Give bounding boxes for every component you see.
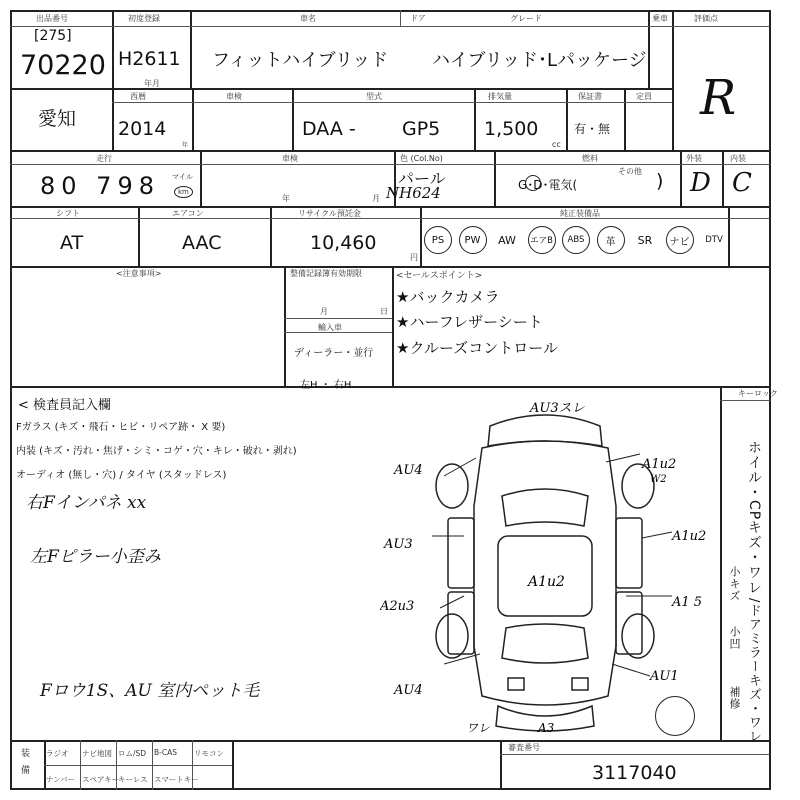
car-diagram bbox=[380, 396, 720, 740]
exterior-grade: D bbox=[690, 168, 711, 198]
model-year-unit: 年 bbox=[182, 142, 189, 149]
footer-bottom-cell: スマートキー bbox=[154, 775, 199, 784]
record-day: 日 bbox=[380, 307, 388, 316]
side-text-4: 小凹 bbox=[728, 626, 741, 650]
footer-bottom-cell: スペアキー bbox=[82, 775, 120, 784]
equipment-item: 革 bbox=[597, 226, 625, 254]
vline-r3e bbox=[722, 150, 724, 206]
sales-points-title: <セールスポイント> bbox=[396, 271, 483, 281]
type-code: GP5 bbox=[402, 118, 441, 140]
prefecture: 愛知 bbox=[38, 108, 77, 130]
equipment-item: PW bbox=[459, 226, 487, 254]
cc-label: cc bbox=[552, 140, 561, 149]
vline-f7 bbox=[500, 740, 502, 790]
warranty-value: 有・無 bbox=[574, 122, 611, 136]
score-label: 評価点 bbox=[694, 14, 718, 23]
row-sep-2 bbox=[10, 150, 770, 152]
footer-top-cell: リモコン bbox=[194, 749, 224, 758]
inspector-line-1: Fガラス (キズ・飛石・ヒビ・リペア跡・ X 要) bbox=[16, 422, 226, 433]
grade-value: ハイブリッド･Lパッケージ bbox=[432, 50, 647, 71]
shaken2-year: 年 bbox=[282, 194, 290, 203]
diagram-marks bbox=[380, 401, 706, 735]
handwritten-note-1: 右Fインパネ xx bbox=[26, 493, 147, 513]
mark-left-door-rear: A2u3 bbox=[380, 599, 415, 614]
shaken2-month: 月 bbox=[372, 194, 380, 203]
fuel-other: その他 bbox=[618, 167, 642, 176]
mark-right-door-front: A1u2 bbox=[672, 529, 707, 544]
hdr-line-1c bbox=[10, 26, 112, 27]
import-label: 輸入車 bbox=[318, 323, 342, 332]
side-text-2: /ドアミラーキズ・ワレ bbox=[746, 598, 761, 744]
mile-unit: マイル bbox=[172, 173, 193, 181]
lot-number: 70220 bbox=[20, 50, 106, 81]
displacement-value: 1,500 bbox=[484, 118, 539, 140]
handwritten-note-3: Fロウ1S、AU 室内ペット毛 bbox=[40, 681, 260, 701]
recycle-value: 10,460 bbox=[310, 232, 377, 254]
footer-top-cell: ナビ地図 bbox=[82, 749, 112, 758]
footer-bottom-cell: ナンバー bbox=[46, 775, 76, 784]
inspector-title: < 検査員記入欄 bbox=[18, 398, 112, 413]
frame-left bbox=[10, 10, 12, 790]
first-reg-label: 初度登録 bbox=[128, 14, 160, 23]
color-code: NH624 bbox=[386, 184, 441, 202]
hdr-tick bbox=[400, 10, 401, 26]
shaken2-label: 車検 bbox=[282, 154, 298, 163]
score-value: R bbox=[700, 70, 737, 126]
grade-label: グレード bbox=[510, 14, 542, 23]
sales-point-3: ★クルーズコントロール bbox=[396, 339, 558, 357]
equipment-item: AW bbox=[498, 233, 516, 247]
car-name-label: 車名 bbox=[300, 14, 316, 23]
fuel-options: G･D･電気( bbox=[518, 178, 578, 192]
equipment-item: SR bbox=[637, 233, 653, 247]
footer-top-cell: ラジオ bbox=[46, 749, 69, 758]
inspector-line-3: オーディオ (無し・穴) / タイヤ (スタッドレス) bbox=[16, 470, 227, 481]
keylock-line bbox=[720, 400, 770, 401]
mark-left-door-front: AU3 bbox=[384, 537, 413, 552]
mark-top: AU3スレ bbox=[530, 401, 585, 416]
vline-f6 bbox=[232, 740, 234, 790]
vline-b bbox=[190, 10, 192, 88]
color-name: パール bbox=[398, 169, 446, 188]
first-reg-value: H2611 bbox=[118, 48, 181, 70]
vline-keylock bbox=[720, 386, 722, 740]
side-text-1: ホイル・CPキズ・ワレ bbox=[746, 440, 762, 596]
shift-label: シフト bbox=[56, 209, 80, 218]
mileage-label: 走行 bbox=[96, 154, 112, 163]
vline-r3c bbox=[494, 150, 496, 206]
vline-c bbox=[648, 10, 650, 88]
r5-line-1 bbox=[284, 318, 392, 319]
vline-r4b bbox=[270, 206, 272, 266]
footer-mid bbox=[44, 765, 232, 766]
footer-top-cell: B-CAS bbox=[154, 748, 177, 757]
fuel-g-circle bbox=[525, 175, 541, 191]
equipment-item: ABS bbox=[562, 226, 590, 254]
sales-point-2: ★ハーフレザーシート bbox=[396, 313, 543, 331]
vline-r2c bbox=[474, 88, 476, 150]
record-label: 整備記録簿有効期限 bbox=[290, 269, 362, 278]
caution-label: <注意事項> bbox=[116, 269, 162, 278]
hdr-line-4 bbox=[10, 218, 770, 219]
side-text-3: 小キズ bbox=[728, 566, 741, 602]
handwritten-note-2: 左Fピラー小歪み bbox=[30, 547, 161, 567]
footer-bottom-cell: キーレス bbox=[118, 775, 148, 784]
color-label: 色 (Col.No) bbox=[400, 154, 443, 163]
row-sep-3 bbox=[10, 206, 770, 208]
mark-right-front-sub: W2 bbox=[650, 474, 667, 485]
recycle-label: リサイクル預託金 bbox=[298, 209, 361, 218]
footer-equip-label: 装備 bbox=[19, 748, 29, 782]
row-sep-5 bbox=[10, 386, 770, 388]
fuel-label: 燃料 bbox=[582, 154, 598, 163]
fuel-close: ) bbox=[656, 170, 664, 192]
aircon-value: AAC bbox=[182, 232, 222, 254]
model-year-value: 2014 bbox=[118, 118, 167, 140]
vline-r2e bbox=[624, 88, 626, 150]
frame-top bbox=[10, 10, 770, 12]
vline-r2b bbox=[292, 88, 294, 150]
side-text-5: 補修 bbox=[728, 686, 741, 710]
shaken-label: 車検 bbox=[226, 92, 242, 101]
warranty-label: 保証書 bbox=[578, 92, 602, 101]
model-year-label: 西暦 bbox=[130, 92, 146, 101]
handle-line: 左H ・ 右H bbox=[300, 380, 352, 391]
mark-right-front: A1u2 bbox=[642, 457, 677, 472]
km-unit: km bbox=[174, 186, 193, 198]
interior-label: 内装 bbox=[730, 154, 746, 163]
vline-r5b bbox=[392, 266, 394, 386]
vline-r4d bbox=[728, 206, 730, 266]
vline-r4c bbox=[420, 206, 422, 266]
equipment-item: PS bbox=[424, 226, 452, 254]
capacity-label: 定員 bbox=[636, 92, 652, 101]
hdr-line-1b bbox=[672, 26, 770, 27]
lot-label: 出品番号 bbox=[36, 14, 68, 23]
mark-bottom-right: A3 bbox=[538, 721, 555, 735]
hdr-line-1 bbox=[112, 26, 672, 27]
type-prefix: DAA - bbox=[302, 118, 356, 140]
seats-label: 乗車 bbox=[652, 14, 668, 23]
vline-r4a bbox=[138, 206, 140, 266]
inspector-line-2: 内装 (キズ・汚れ・焦げ・シミ・コゲ・穴・キレ・破れ・剥れ) bbox=[16, 446, 297, 457]
displacement-label: 排気量 bbox=[488, 92, 512, 101]
type-label: 型式 bbox=[366, 92, 382, 101]
footer-audit-line bbox=[500, 754, 770, 755]
record-month: 月 bbox=[320, 307, 328, 316]
mileage-value: 80 798 bbox=[40, 172, 160, 200]
vline-r2a bbox=[192, 88, 194, 150]
equipment-item: ナビ bbox=[666, 226, 694, 254]
equipment-item: エアB bbox=[528, 226, 556, 254]
exterior-label: 外装 bbox=[686, 154, 702, 163]
hdr-line-2 bbox=[112, 102, 672, 103]
equipment-label: 純正装備品 bbox=[560, 209, 600, 218]
vline-r3a bbox=[200, 150, 202, 206]
first-reg-unit: 年月 bbox=[144, 79, 160, 88]
mark-left-front: AU4 bbox=[394, 463, 423, 478]
shift-value: AT bbox=[60, 232, 84, 254]
footer-top-cell: ロム/SD bbox=[118, 749, 147, 758]
vline-r5a bbox=[284, 266, 286, 386]
mark-roof: A1u2 bbox=[528, 574, 565, 590]
lot-small: [275] bbox=[34, 28, 72, 44]
audit-label: 審査番号 bbox=[508, 743, 540, 752]
row-sep-1 bbox=[10, 88, 672, 90]
interior-grade: C bbox=[732, 168, 752, 198]
sales-point-1: ★バックカメラ bbox=[396, 288, 500, 306]
mark-left-rear: AU4 bbox=[394, 683, 423, 698]
door-label: ドア bbox=[410, 14, 426, 23]
vline-a bbox=[112, 10, 114, 150]
audit-number: 3117040 bbox=[592, 762, 677, 784]
aircon-label: エアコン bbox=[172, 209, 204, 218]
yen-label: 円 bbox=[410, 253, 418, 262]
dealer-line: ディーラー・並行 bbox=[294, 348, 374, 359]
mark-right-door-rear: A1 5 bbox=[672, 595, 703, 610]
vline-d bbox=[672, 10, 674, 150]
frame-bottom bbox=[10, 788, 770, 790]
mark-bottom-left: ワレ bbox=[466, 721, 491, 735]
key-lock-label: キーロック bbox=[738, 389, 778, 398]
equipment-item: DTV bbox=[705, 235, 723, 245]
mark-right-rear: AU1 bbox=[650, 669, 679, 684]
row-sep-6 bbox=[10, 740, 770, 742]
vline-r2d bbox=[566, 88, 568, 150]
vline-r3d bbox=[680, 150, 682, 206]
hdr-line-3 bbox=[10, 164, 770, 165]
car-name-value: フィットハイブリッド bbox=[212, 50, 389, 71]
